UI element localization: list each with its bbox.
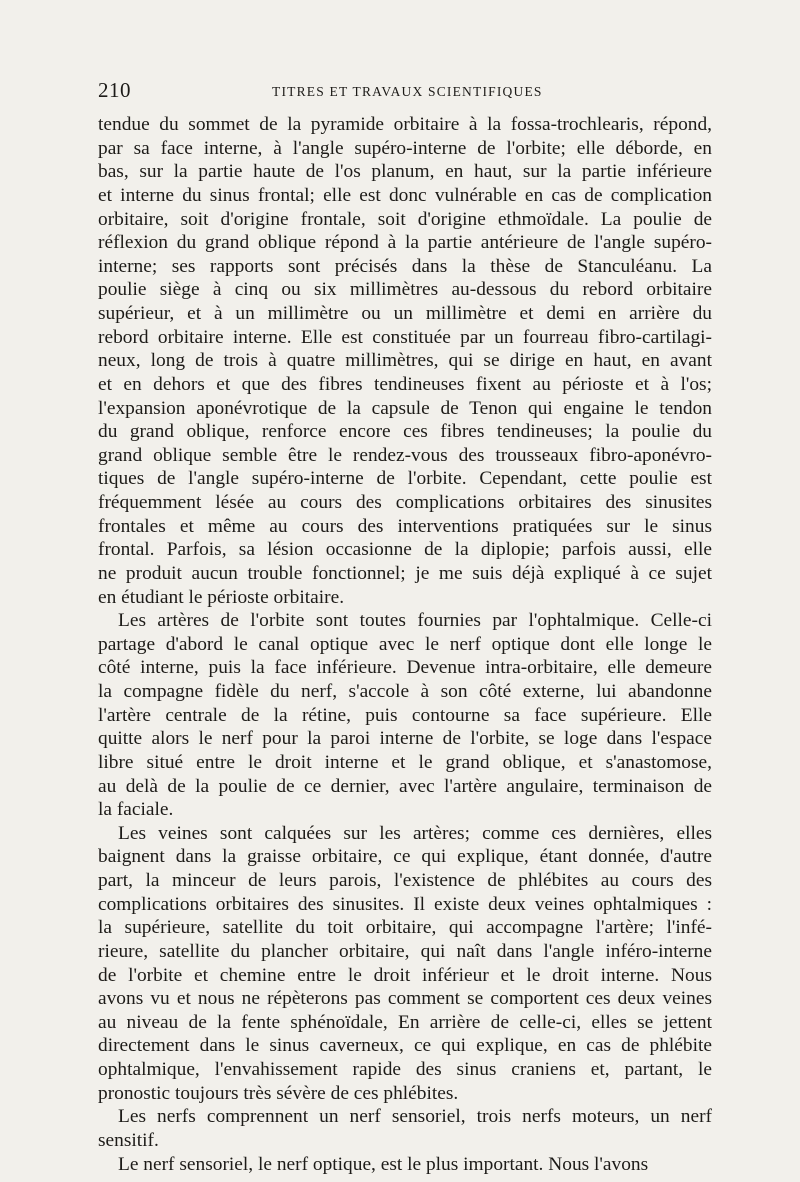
paragraph — [98, 1153, 712, 1177]
paragraph — [98, 113, 712, 609]
paragraph — [98, 822, 712, 1106]
text-line: supérieur, et à un millimètre ou un millimètre et demi en arrière du — [98, 303, 712, 324]
text-line: ophtalmique, l'envahissement rapide des sinus craniens et, partant, le — [98, 1059, 712, 1080]
text-line: la faciale. — [98, 799, 174, 821]
text-line: rebord orbitaire interne. Elle est constituée par un fourreau fibro-cartilagi- — [98, 326, 712, 348]
text-line: complications orbitaires des sinusites. Il existe deux veines ophtalmiques : — [98, 893, 712, 915]
text-line: tiques de l'angle supéro-interne de l'orbite. Cependant, cette poulie est — [98, 468, 712, 490]
running-title: TITRES ET TRAVAUX SCIENTIFIQUES — [272, 84, 543, 99]
text-line: fréquemment lésée au cours des complications orbitaires des sinusites — [98, 492, 712, 513]
text-line: neux, long de trois à quatre millimètres, qui se dirige en haut, en avant — [98, 350, 712, 372]
page-header — [98, 78, 712, 108]
text-line: libre situé entre le droit interne et le grand oblique, et s'anastomose, — [98, 751, 712, 773]
text-line: grand oblique semble être le rendez-vous des trousseaux fibro-aponévro- — [98, 444, 712, 466]
text-line: l'expansion aponévrotique de la capsule de Tenon qui engaine le tendon — [98, 397, 712, 419]
text-line: et en dehors et que des fibres tendineuses fixent au périoste et à l'os; — [98, 373, 712, 395]
text-line: ne produit aucun trouble fonctionnel; je me suis déjà expliqué à ce sujet — [98, 562, 712, 584]
text-line: orbitaire, soit d'origine frontale, soit d'origine ethmoïdale. La poulie de — [98, 208, 712, 230]
text-line: avons vu et nous ne répèterons pas comment se comportent ces deux veines — [98, 988, 712, 1010]
text-line: poulie siège à cinq ou six millimètres au-dessous du rebord orbitaire — [98, 279, 712, 301]
body-text — [98, 113, 712, 1176]
text-line: en étudiant le périoste orbitaire. — [98, 586, 345, 608]
text-line: du grand oblique, renforce encore ces fibres tendineuses; la poulie du — [98, 421, 712, 443]
text-line: tendue du sommet de la pyramide orbitaire à la fossa-trochlearis, répond, — [98, 114, 712, 135]
text-line: part, la minceur de leurs parois, l'existence de phlébites au cours des — [98, 870, 712, 891]
text-line: réflexion du grand oblique répond à la partie antérieure de l'angle supéro- — [98, 232, 712, 254]
text-line: Les veines sont calquées sur les artères; comme ces dernières, elles — [118, 822, 712, 844]
text-line: bas, sur la partie haute de l'os planum, en haut, sur la partie inférieure — [98, 161, 712, 183]
text-line: interne; ses rapports sont précisés dans la thèse de Stanculéanu. La — [98, 255, 712, 277]
text-line: par sa face interne, à l'angle supéro-interne de l'orbite; elle déborde, en — [98, 137, 712, 159]
text-line: pronostic toujours très sévère de ces phlébites. — [98, 1082, 459, 1104]
text-line: côté interne, puis la face inférieure. Devenue intra-orbitaire, elle demeure — [98, 657, 712, 679]
text-line: directement dans le sinus caverneux, ce qui explique, en cas de phlébite — [98, 1035, 712, 1057]
text-line: Les artères de l'orbite sont toutes fournies par l'ophtalmique. Celle-ci — [118, 610, 712, 632]
text-line: la supérieure, satellite du toit orbitaire, qui accompagne l'artère; l'infé- — [98, 917, 712, 939]
text-line: et interne du sinus frontal; elle est donc vulnérable en cas de complication — [98, 184, 712, 206]
text-line: frontales et même au cours des interventions pratiquées sur le sinus — [98, 515, 712, 537]
text-line: quitte alors le nerf pour la paroi interne de l'orbite, se loge dans l'espace — [98, 728, 712, 750]
text-line: baignent dans la graisse orbitaire, ce qui explique, étant donnée, d'autre — [98, 846, 712, 868]
text-line: au niveau de la fente sphénoïdale, En arrière de celle-ci, elles se jettent — [98, 1011, 712, 1033]
text-line: Les nerfs comprennent un nerf sensoriel, trois nerfs moteurs, un nerf — [118, 1106, 712, 1128]
text-line: sensitif. — [98, 1129, 159, 1151]
text-line: de l'orbite et chemine entre le droit inférieur et le droit interne. Nous — [98, 964, 712, 986]
text-line: Le nerf sensoriel, le nerf optique, est le plus important. Nous l'avons — [118, 1153, 649, 1175]
text-line: rieure, satellite du plancher orbitaire, qui naît dans l'angle inféro-interne — [98, 940, 712, 962]
text-line: au delà de la poulie de ce dernier, avec l'artère angulaire, terminaison de — [98, 775, 712, 797]
paragraph — [98, 609, 712, 822]
page-number: 210 — [98, 78, 131, 102]
text-line: frontal. Parfois, sa lésion occasionne de la diplopie; parfois aussi, elle — [98, 539, 712, 561]
paragraph — [98, 1105, 712, 1152]
text-line: l'artère centrale de la rétine, puis contourne sa face supérieure. Elle — [98, 704, 712, 726]
text-line: la compagne fidèle du nerf, s'accole à son côté externe, lui abandonne — [98, 681, 712, 702]
text-line: partage d'abord le canal optique avec le nerf optique dont elle longe le — [98, 633, 712, 655]
